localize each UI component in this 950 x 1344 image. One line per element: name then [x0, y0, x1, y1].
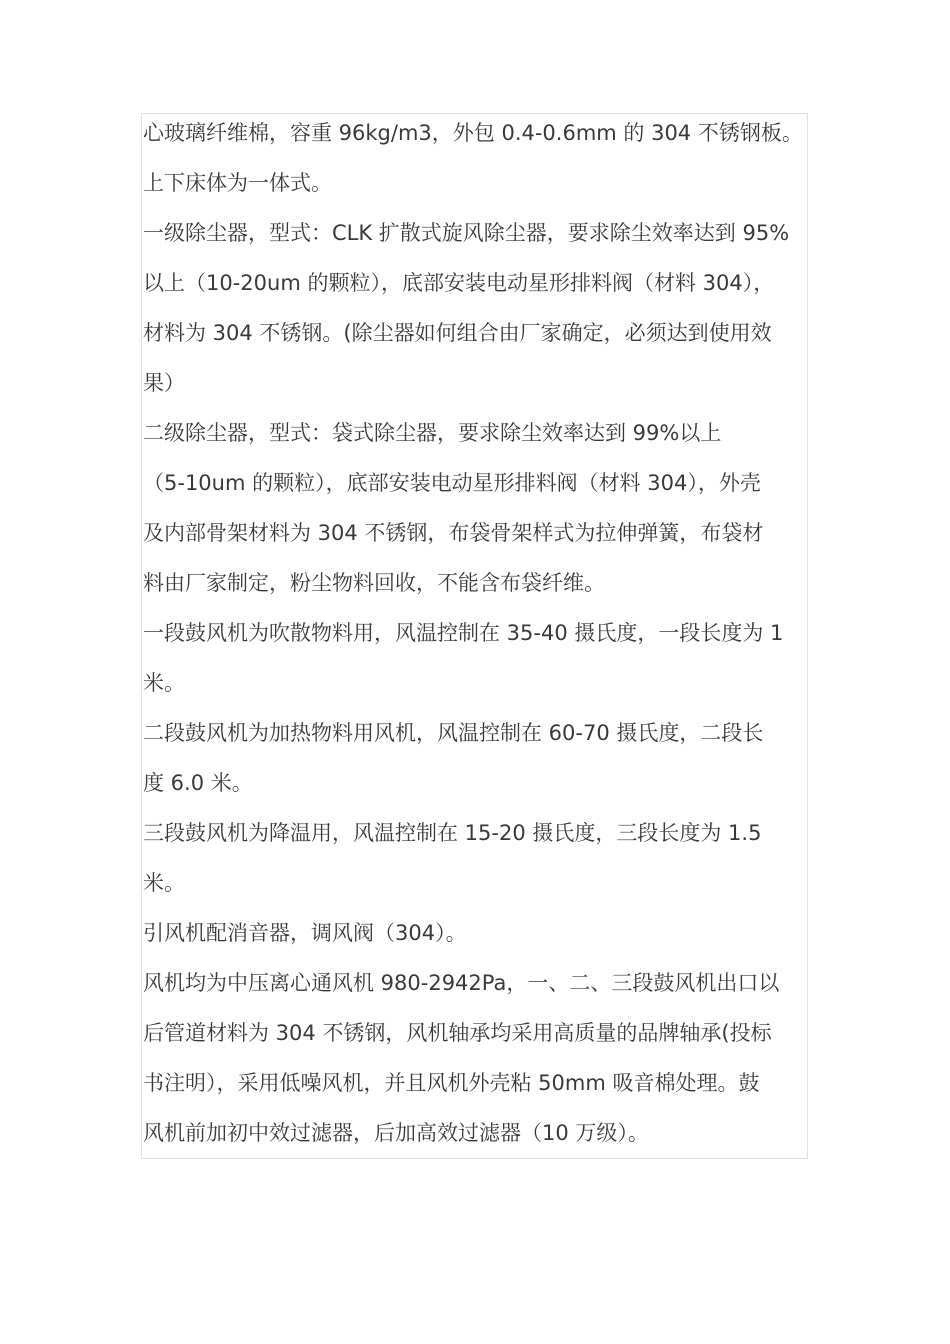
text-line: 及内部骨架材料为 304 不锈钢，布袋骨架样式为拉伸弹簧，布袋材 — [143, 521, 764, 545]
text-line: 料由厂家制定，粉尘物料回收，不能含布袋纤维。 — [143, 571, 605, 595]
text-line: 心玻璃纤维棉，容重 96kg/m3，外包 0.4-0.6mm 的 304 不锈钢板。 — [143, 121, 803, 145]
text-line: 书注明），采用低噪风机，并且风机外壳粘 50mm 吸音棉处理。鼓 — [143, 1071, 760, 1095]
text-line: 一级除尘器，型式：CLK 扩散式旋风除尘器，要求除尘效率达到 95% — [143, 221, 790, 245]
text-line: 后管道材料为 304 不锈钢，风机轴承均采用高质量的品牌轴承(投标 — [143, 1021, 772, 1045]
text-line: 米。 — [143, 871, 185, 895]
text-line: 米。 — [143, 671, 185, 695]
text-line: 一段鼓风机为吹散物料用，风温控制在 35-40 摄氏度，一段长度为 1 — [143, 621, 784, 645]
document-body — [143, 108, 809, 1158]
text-line: 二段鼓风机为加热物料用风机，风温控制在 60-70 摄氏度，二段长 — [143, 721, 764, 745]
text-line: 引风机配消音器，调风阀（304）。 — [143, 921, 467, 945]
text-line: 果） — [143, 371, 185, 395]
text-line: 度 6.0 米。 — [143, 771, 253, 795]
text-line: 三段鼓风机为降温用，风温控制在 15-20 摄氏度，三段长度为 1.5 — [143, 821, 762, 845]
text-line: 风机均为中压离心通风机 980-2942Pa，一、二、三段鼓风机出口以 — [143, 971, 780, 995]
text-line: 以上（10-20um 的颗粒），底部安装电动星形排料阀（材料 304）， — [143, 271, 775, 295]
text-line: （5-10um 的颗粒），底部安装电动星形排料阀（材料 304），外壳 — [143, 471, 761, 495]
text-line: 材料为 304 不锈钢。(除尘器如何组合由厂家确定，必须达到使用效 — [143, 321, 772, 345]
text-line: 上下床体为一体式。 — [143, 171, 332, 195]
text-line: 二级除尘器，型式：袋式除尘器，要求除尘效率达到 99%以上 — [143, 421, 722, 445]
text-line: 风机前加初中效过滤器，后加高效过滤器（10 万级）。 — [143, 1121, 649, 1145]
